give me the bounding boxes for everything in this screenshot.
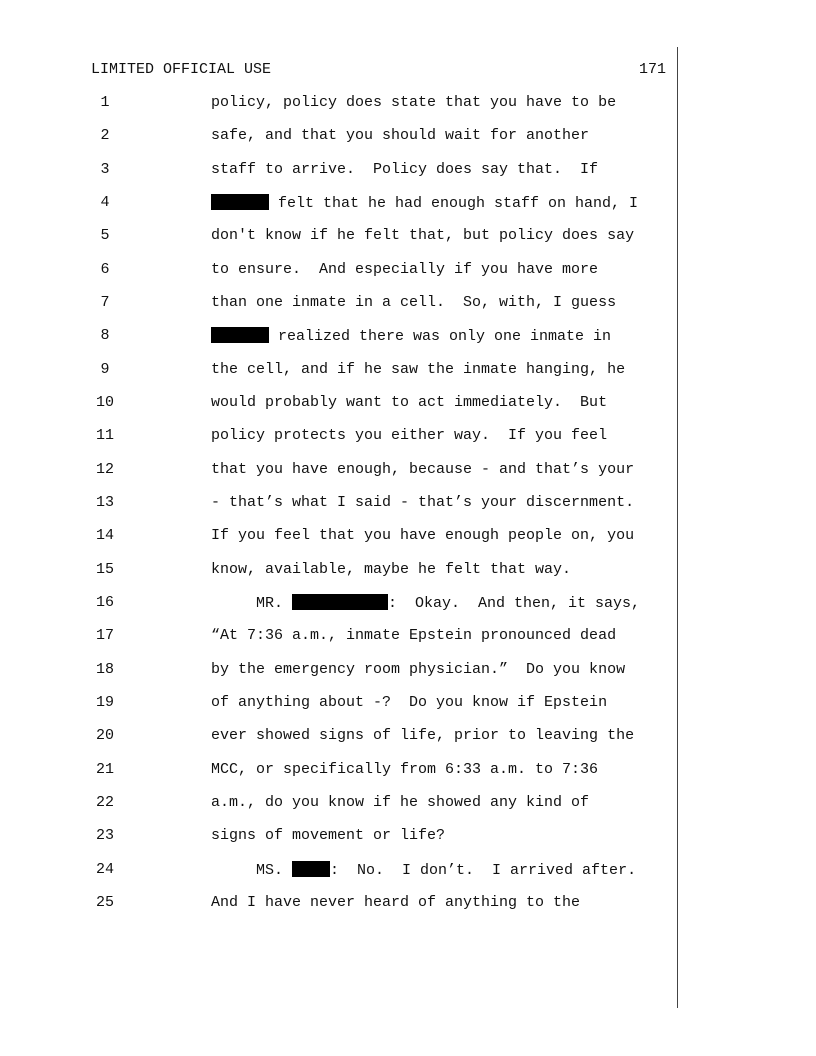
line-number: 20 (95, 727, 114, 744)
speaker-prefix: MR. (211, 595, 293, 612)
line-text: signs of movement or life? (211, 827, 446, 844)
line-number: 9 (100, 361, 110, 378)
transcript-line (0, 194, 680, 216)
line-text: than one inmate in a cell. So, with, I guess (211, 294, 617, 311)
line-text (211, 194, 638, 212)
line-number: 22 (95, 794, 114, 811)
line-text: staff to arrive. Policy does say that. If (211, 161, 599, 178)
line-text: If you feel that you have enough people on, you (211, 527, 635, 544)
transcript-line (0, 694, 680, 716)
transcript-line (0, 161, 680, 183)
line-text: that you have enough, because - and that’s your (211, 461, 635, 478)
line-number: 1 (100, 94, 110, 111)
transcript-line (0, 561, 680, 583)
transcript-line (0, 494, 680, 516)
line-text: don't know if he felt that, but policy does say (211, 227, 635, 244)
transcript-line (0, 394, 680, 416)
transcript-line (0, 427, 680, 449)
page-number: 171 (638, 61, 666, 78)
line-text-after-redaction: : No. I don’t. I arrived after. (330, 862, 637, 879)
redaction-box (292, 861, 330, 877)
transcript-line (0, 327, 680, 349)
line-number: 6 (100, 261, 110, 278)
line-number: 3 (100, 161, 110, 178)
redaction-box (211, 194, 269, 210)
line-number: 4 (100, 194, 110, 211)
line-text: to ensure. And especially if you have more (211, 261, 599, 278)
transcript-line (0, 727, 680, 749)
line-number: 18 (95, 661, 114, 678)
transcript-line (0, 461, 680, 483)
line-text: ever showed signs of life, prior to leaving the (211, 727, 635, 744)
transcript-line (0, 361, 680, 383)
line-number: 17 (95, 627, 114, 644)
line-text-after-redaction: realized there was only one inmate in (269, 328, 612, 345)
line-text: policy protects you either way. If you feel (211, 427, 608, 444)
line-text (211, 327, 611, 345)
redaction-box (292, 594, 388, 610)
line-number: 16 (95, 594, 114, 611)
line-text: would probably want to act immediately. But (211, 394, 608, 411)
line-text: MCC, or specifically from 6:33 a.m. to 7:36 (211, 761, 599, 778)
line-number: 11 (95, 427, 114, 444)
line-number: 13 (95, 494, 114, 511)
transcript-line (0, 94, 680, 116)
classification-header: LIMITED OFFICIAL USE (91, 61, 272, 78)
speaker-prefix: MS. (211, 862, 293, 879)
line-number: 7 (100, 294, 110, 311)
transcript-line (0, 861, 680, 883)
line-text-after-redaction: : Okay. And then, it says, (388, 595, 641, 612)
line-text-after-redaction: felt that he had enough staff on hand, I (269, 195, 639, 212)
transcript-line (0, 594, 680, 616)
transcript-line (0, 627, 680, 649)
line-text: of anything about -? Do you know if Epstein (211, 694, 608, 711)
transcript-line (0, 661, 680, 683)
line-number: 12 (95, 461, 114, 478)
line-text: know, available, maybe he felt that way. (211, 561, 572, 578)
transcript-line (0, 894, 680, 916)
line-text (211, 861, 636, 879)
line-number: 24 (95, 861, 114, 878)
redaction-box (211, 327, 269, 343)
line-text (211, 594, 640, 612)
transcript-line (0, 794, 680, 816)
transcript-line (0, 227, 680, 249)
line-text: by the emergency room physician.” Do you know (211, 661, 626, 678)
transcript-line (0, 261, 680, 283)
line-number: 19 (95, 694, 114, 711)
line-number: 21 (95, 761, 114, 778)
line-number: 14 (95, 527, 114, 544)
transcript-line (0, 827, 680, 849)
transcript-line (0, 761, 680, 783)
line-text: safe, and that you should wait for another (211, 127, 590, 144)
transcript-line (0, 294, 680, 316)
line-number: 23 (95, 827, 114, 844)
line-text: “At 7:36 a.m., inmate Epstein pronounced dead (211, 627, 617, 644)
line-text: And I have never heard of anything to the (211, 894, 581, 911)
line-number: 25 (95, 894, 114, 911)
line-number: 15 (95, 561, 114, 578)
line-text: policy, policy does state that you have to be (211, 94, 617, 111)
line-text: the cell, and if he saw the inmate hanging, he (211, 361, 626, 378)
line-number: 10 (95, 394, 114, 411)
line-number: 2 (100, 127, 110, 144)
line-text: - that’s what I said - that’s your discernment. (211, 494, 635, 511)
line-number: 8 (100, 327, 110, 344)
line-number: 5 (100, 227, 110, 244)
line-text: a.m., do you know if he showed any kind of (211, 794, 590, 811)
transcript-line (0, 527, 680, 549)
transcript-line (0, 127, 680, 149)
